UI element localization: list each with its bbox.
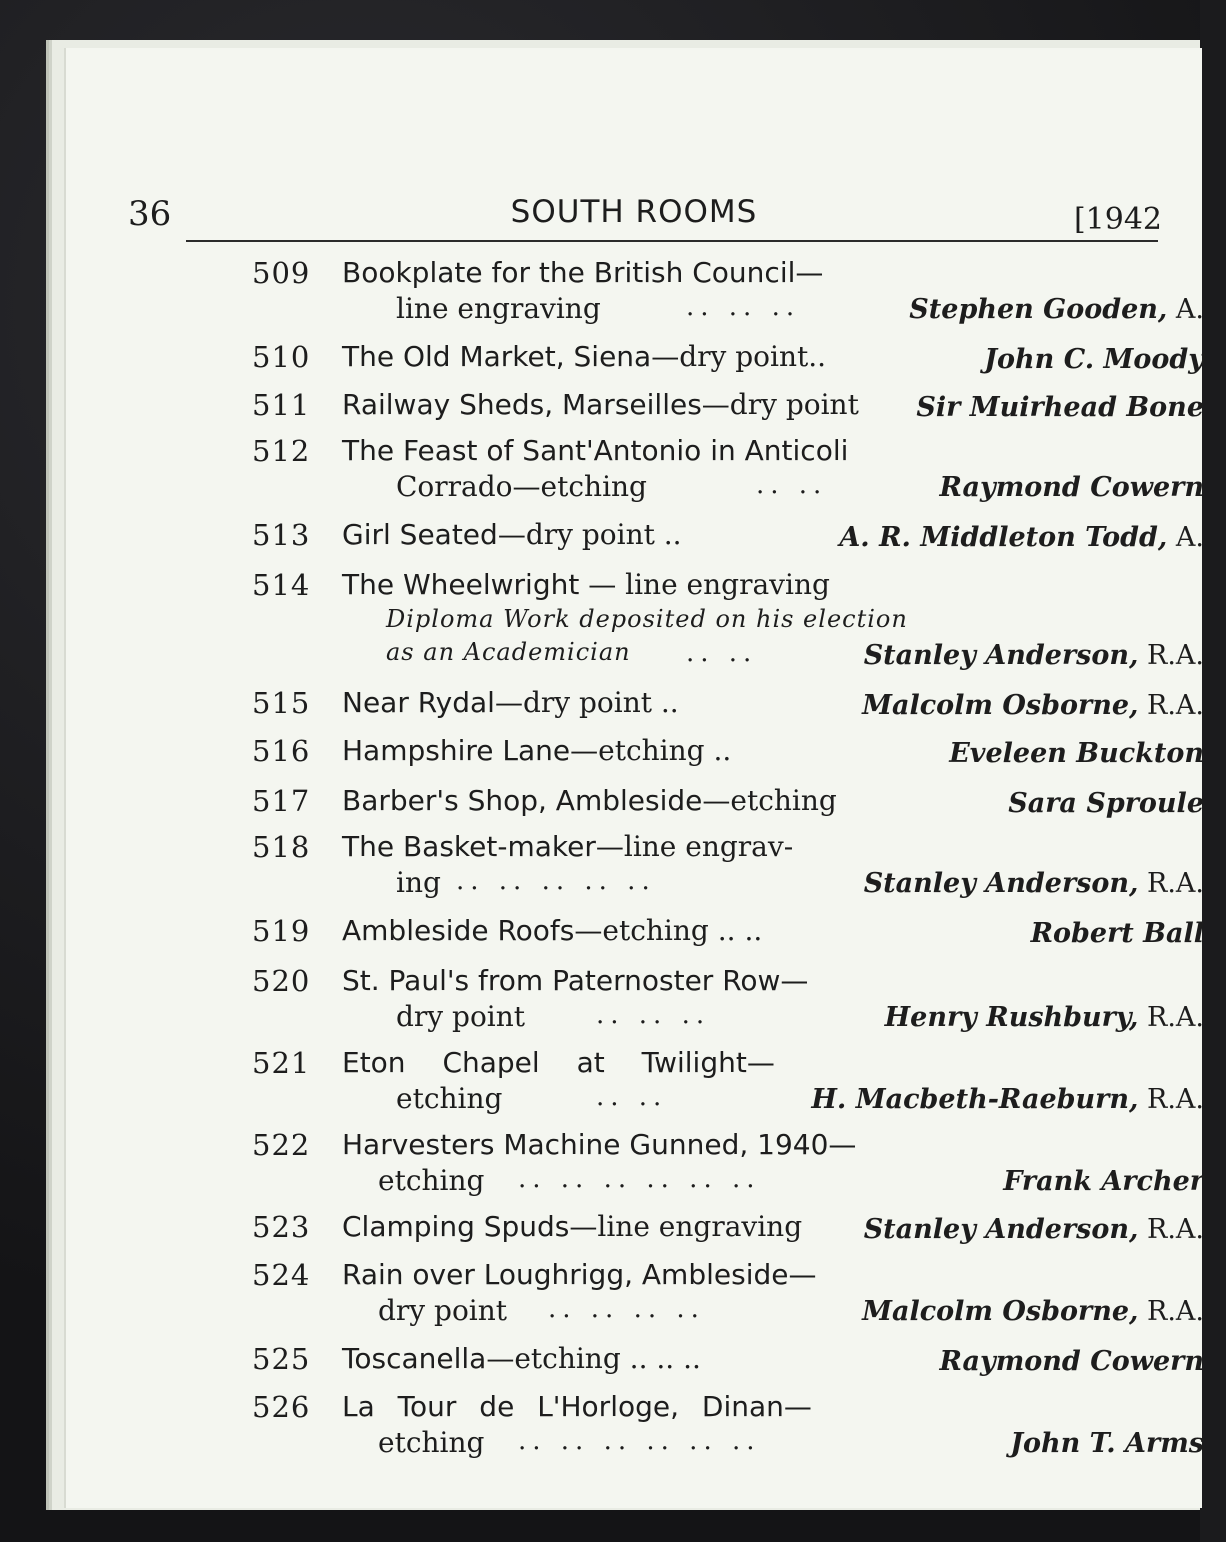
entry-medium: etching xyxy=(378,1426,485,1459)
entry-artist: Stephen Gooden, A. xyxy=(909,294,1204,325)
entry-title: Near Rydal xyxy=(342,686,495,719)
entry-number: 515 xyxy=(252,686,311,720)
leader-dots: .. .. .. .. .. .. xyxy=(518,1426,761,1456)
entry-artist: Malcolm Osborne, R.A. xyxy=(862,690,1204,721)
entry-artist: Sir Muirhead Bone xyxy=(916,392,1204,423)
entry-artist: Eveleen Buckton xyxy=(949,738,1204,769)
entry-artist: Raymond Cowern xyxy=(939,1346,1204,1377)
entry-medium-cont: ing xyxy=(396,866,441,899)
entry-medium: — line engraving xyxy=(579,568,830,601)
entry-title: Clamping Spuds xyxy=(342,1210,570,1243)
entry-title: The Feast of Sant'Antonio in Anticoli xyxy=(342,434,849,467)
entry-artist: Malcolm Osborne, R.A. xyxy=(862,1296,1204,1327)
list-item xyxy=(186,434,1226,518)
entry-artist: H. Macbeth-Raeburn, R.A. xyxy=(811,1084,1204,1115)
entry-artist: Frank Archer xyxy=(1003,1166,1204,1197)
entry-title: St. Paul's from Paternoster Row— xyxy=(342,964,809,997)
entry-number: 522 xyxy=(252,1128,311,1162)
leader-dots: .. .. .. .. .. xyxy=(456,866,656,896)
entry-title: Harvesters Machine Gunned, 1940— xyxy=(342,1128,857,1161)
entry-artist: Raymond Cowern xyxy=(939,472,1204,503)
entry-medium: —dry point xyxy=(701,388,859,421)
running-title: SOUTH ROOMS xyxy=(510,194,758,230)
entry-number: 514 xyxy=(252,568,311,602)
entry-medium: —line engraving xyxy=(569,1210,803,1243)
entry-title: The Basket-maker xyxy=(342,830,596,863)
entry-artist: A. R. Middleton Todd, A. xyxy=(839,522,1204,553)
leader-dots: .. .. xyxy=(756,470,828,500)
entry-number: 518 xyxy=(252,830,311,864)
list-item xyxy=(186,1046,1226,1128)
entry-title: Railway Sheds, Marseilles xyxy=(342,388,702,421)
leader-dots: .. .. .. xyxy=(686,292,801,322)
page-number: 36 xyxy=(128,194,172,234)
list-item xyxy=(186,914,1226,964)
list-item xyxy=(186,686,1226,734)
entry-title: Eton Chapel at Twilight— xyxy=(342,1046,775,1079)
entry-medium: dry point xyxy=(396,1000,526,1033)
entry-medium: —dry point .. xyxy=(497,518,682,551)
entry-medium: —dry point.. xyxy=(651,340,827,373)
list-item xyxy=(186,734,1226,784)
list-item xyxy=(186,1258,1226,1342)
entry-title: Bookplate for the British Council— xyxy=(342,256,824,289)
entry-medium: —etching .. xyxy=(570,734,732,767)
header-rule xyxy=(186,188,1158,242)
list-item xyxy=(186,1342,1226,1390)
entry-artist: Stanley Anderson, R.A. xyxy=(863,868,1204,899)
entry-artist: Robert Ball xyxy=(1030,918,1204,949)
entry-note: Diploma Work deposited on his election xyxy=(386,605,908,633)
entry-number: 516 xyxy=(252,734,311,768)
entry-title: Ambleside Roofs xyxy=(342,914,575,947)
entry-number: 517 xyxy=(252,784,311,818)
entry-medium: etching xyxy=(378,1164,485,1197)
entry-title: Hampshire Lane xyxy=(342,734,571,767)
leader-dots: .. .. .. xyxy=(596,1000,711,1030)
entry-number: 521 xyxy=(252,1046,311,1080)
list-item xyxy=(186,964,1226,1046)
entry-title: Toscanella xyxy=(342,1342,487,1375)
entry-medium: —etching .. .. xyxy=(574,914,763,947)
leader-dots: .. .. xyxy=(596,1082,668,1112)
list-item xyxy=(186,388,1226,434)
entry-number: 513 xyxy=(252,518,311,552)
entry-number: 511 xyxy=(252,388,311,422)
list-item xyxy=(186,1210,1226,1258)
entry-number: 525 xyxy=(252,1342,311,1376)
entry-title: Girl Seated xyxy=(342,518,498,551)
entry-number: 509 xyxy=(252,256,311,290)
entry-title: Barber's Shop, Ambleside xyxy=(342,784,703,817)
list-item xyxy=(186,256,1226,340)
leader-dots: .. .. xyxy=(686,638,758,668)
year-label: [1942 xyxy=(1073,202,1162,237)
catalogue-page xyxy=(64,48,1202,1508)
entry-medium: line engraving xyxy=(396,292,601,325)
list-item xyxy=(186,1390,1226,1474)
entry-artist: John T. Arms xyxy=(1010,1428,1204,1459)
list-item xyxy=(186,1128,1226,1210)
leader-dots: .. .. .. .. xyxy=(548,1294,705,1324)
entry-artist: Henry Rushbury, R.A. xyxy=(884,1002,1204,1033)
entry-title: The Wheelwright xyxy=(342,568,580,601)
entry-medium: Corrado—etching xyxy=(396,470,647,503)
list-item xyxy=(186,568,1226,686)
entries-list xyxy=(186,256,1226,1474)
entry-title: The Old Market, Siena xyxy=(342,340,652,373)
list-item xyxy=(186,830,1226,914)
entry-artist: Stanley Anderson, R.A. xyxy=(863,1214,1204,1245)
entry-medium: —dry point .. xyxy=(494,686,679,719)
entry-number: 520 xyxy=(252,964,311,998)
entry-title: La Tour de L'Horloge, Dinan— xyxy=(342,1390,812,1423)
list-item xyxy=(186,784,1226,830)
entry-artist: Stanley Anderson, R.A. xyxy=(863,640,1204,671)
entry-note-cont: as an Academician xyxy=(386,638,631,666)
entry-number: 524 xyxy=(252,1258,311,1292)
entry-number: 523 xyxy=(252,1210,311,1244)
entry-number: 526 xyxy=(252,1390,311,1424)
entry-artist: John C. Moody xyxy=(984,344,1204,375)
entry-medium: —etching .. .. .. xyxy=(486,1342,701,1375)
list-item xyxy=(186,518,1226,568)
entry-number: 510 xyxy=(252,340,311,374)
entry-artist: Sara Sproule xyxy=(1008,788,1204,819)
entry-medium: —etching xyxy=(702,784,837,817)
entry-medium: etching xyxy=(396,1082,503,1115)
entry-medium: —line engrav- xyxy=(595,830,794,863)
entry-medium: dry point xyxy=(378,1294,508,1327)
list-item xyxy=(186,340,1226,388)
leader-dots: .. .. .. .. .. .. xyxy=(518,1164,761,1194)
entry-number: 519 xyxy=(252,914,311,948)
entry-title: Rain over Loughrigg, Ambleside— xyxy=(342,1258,817,1291)
entry-number: 512 xyxy=(252,434,311,468)
